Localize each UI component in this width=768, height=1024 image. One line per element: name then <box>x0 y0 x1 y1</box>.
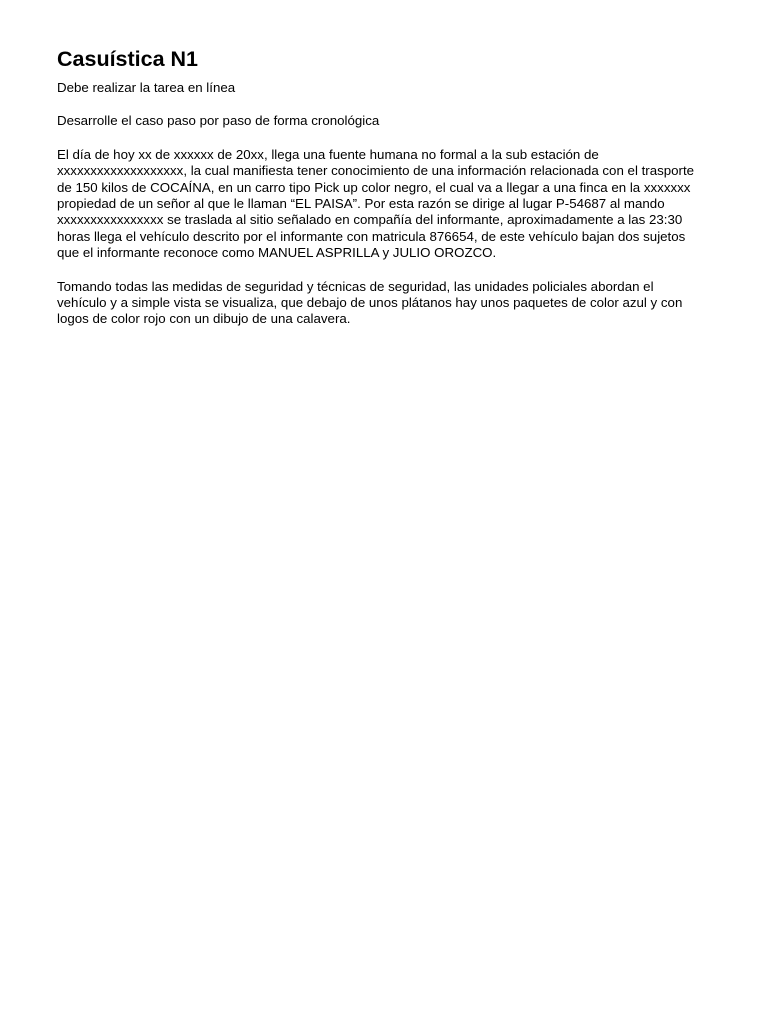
case-continuation-paragraph: Tomando todas las medidas de seguridad y técnicas de seguridad, las unidades policiales abordan el vehículo y a simple vista se visualiza, que debajo de unos plátanos hay unos paquetes de color azul y con logos de color rojo con un dibujo de una calavera. <box>57 278 683 327</box>
instruction-paragraph-1: Debe realizar la tarea en línea <box>57 80 236 95</box>
case-description-paragraph: El día de hoy xx de xxxxxx de 20xx, llega una fuente humana no formal a la sub estación de xxxxxxxxxxxxxxxxxxx, la cual manifiesta tener conocimiento de una información relacionada con el trasporte de 150 kilos de COCAÍNA, en un carro tipo Pick up color negro, el cual va a llegar a una finca en la xxxxxxx propiedad de un señor al que le llaman “EL PAISA”. Por esta razón se dirige al lugar P-54687 al mando xxxxxxxxxxxxxxxx se traslada al sitio señalado en compañía del informante, aproximadamente a las 23:30 horas llega el vehículo descrito por el informante con matricula 876654, de este vehículo bajan dos sujetos que el informante reconoce como MANUEL ASPRILLA y JULIO OROZCO. <box>57 146 695 261</box>
instruction-paragraph-2: Desarrolle el caso paso por paso de forma cronológica <box>57 113 380 129</box>
document-page <box>57 44 717 345</box>
document-title: Casuística N1 <box>57 47 199 71</box>
